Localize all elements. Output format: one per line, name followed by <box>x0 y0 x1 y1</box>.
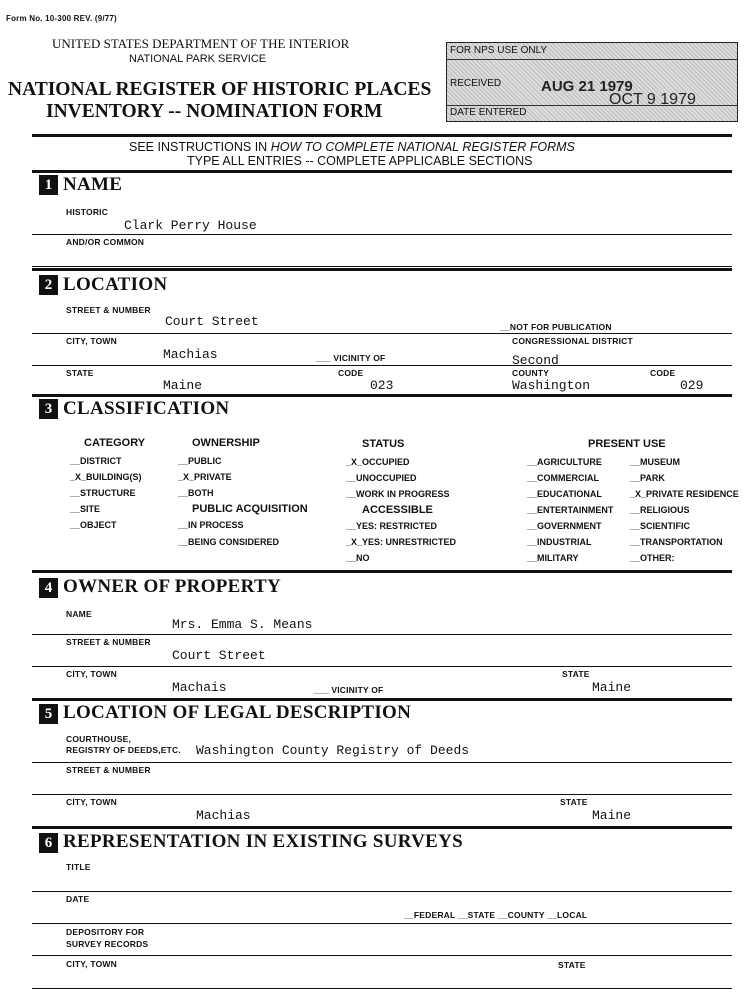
instructions-line2: TYPE ALL ENTRIES -- COMPLETE APPLICABLE SECTIONS <box>187 154 533 168</box>
received-stamp: AUG 21 1979 <box>541 78 633 95</box>
owner-street-label: STREET & NUMBER <box>66 637 151 647</box>
ownership-both: __BOTH <box>178 488 214 498</box>
congressional-district-label: CONGRESSIONAL DISTRICT <box>512 336 633 346</box>
location-state-value: Maine <box>163 378 203 393</box>
county-code-label: CODE <box>650 368 676 378</box>
use-other: __OTHER: <box>630 553 675 563</box>
section-4-number: 4 <box>39 578 58 598</box>
category-header: CATEGORY <box>84 437 146 449</box>
ownership-private: _X_PRIVATE <box>178 472 232 482</box>
owner-name-value: Mrs. Emma S. Means <box>172 617 313 632</box>
service-name: NATIONAL PARK SERVICE <box>129 53 267 65</box>
survey-level-options: __FEDERAL __STATE __COUNTY __LOCAL <box>404 910 588 920</box>
section-5-number: 5 <box>39 704 58 724</box>
legal-state-value: Maine <box>592 808 632 823</box>
public-acquisition-header: PUBLIC ACQUISITION <box>192 503 308 515</box>
received-label: RECEIVED <box>450 78 502 89</box>
section-3-title: CLASSIFICATION <box>63 398 230 419</box>
use-agriculture: __AGRICULTURE <box>527 457 602 467</box>
category-district: __DISTRICT <box>70 456 122 466</box>
form-title-line1: NATIONAL REGISTER OF HISTORIC PLACES <box>8 79 432 100</box>
location-street-value: Court Street <box>165 314 259 329</box>
status-occupied: _X_OCCUPIED <box>346 457 410 467</box>
accessible-unrestricted: _X_YES: UNRESTRICTED <box>346 537 457 547</box>
nps-use-label: FOR NPS USE ONLY <box>450 45 548 56</box>
survey-title-label: TITLE <box>66 862 91 872</box>
use-commercial: __COMMERCIAL <box>527 473 600 483</box>
use-religious: __RELIGIOUS <box>630 505 690 515</box>
location-street-label: STREET & NUMBER <box>66 305 151 315</box>
location-city-label: CITY, TOWN <box>66 336 117 346</box>
location-state-label: STATE <box>66 368 94 378</box>
congressional-district-value: Second <box>512 353 559 368</box>
county-code-value: 029 <box>680 378 704 393</box>
survey-city-label: CITY, TOWN <box>66 959 117 969</box>
owner-state-value: Maine <box>592 680 632 695</box>
category-buildings: _X_BUILDING(S) <box>70 472 142 482</box>
acquisition-being-considered: __BEING CONSIDERED <box>178 537 280 547</box>
accessible-no: __NO <box>346 553 370 563</box>
owner-city-label: CITY, TOWN <box>66 669 117 679</box>
use-scientific: __SCIENTIFIC <box>630 521 691 531</box>
legal-state-label: STATE <box>560 797 588 807</box>
section-5-title: LOCATION OF LEGAL DESCRIPTION <box>63 702 412 723</box>
courthouse-value: Washington County Registry of Deeds <box>196 743 470 758</box>
owner-state-label: STATE <box>562 669 590 679</box>
section-3-number: 3 <box>39 399 58 419</box>
use-transportation: __TRANSPORTATION <box>630 537 723 547</box>
depository-label: DEPOSITORY FOR <box>66 927 145 937</box>
status-header: STATUS <box>362 438 405 450</box>
use-government: __GOVERNMENT <box>527 521 602 531</box>
present-use-header: PRESENT USE <box>588 438 666 450</box>
nps-use-box <box>446 42 738 122</box>
county-value: Washington <box>512 378 591 393</box>
use-park: __PARK <box>630 473 665 483</box>
ownership-public: __PUBLIC <box>178 456 222 466</box>
survey-state-label: STATE <box>558 960 586 970</box>
section-2-number: 2 <box>39 275 58 295</box>
category-structure: __STRUCTURE <box>70 488 136 498</box>
section-2-title: LOCATION <box>63 274 168 295</box>
common-name-label: AND/OR COMMON <box>66 237 145 247</box>
registry-label: REGISTRY OF DEEDS,ETC. <box>66 745 181 755</box>
accessible-restricted: __YES: RESTRICTED <box>346 521 438 531</box>
county-label: COUNTY <box>512 368 550 378</box>
use-entertainment: __ENTERTAINMENT <box>527 505 614 515</box>
acquisition-in-process: __IN PROCESS <box>178 520 244 530</box>
header-divider <box>32 134 732 137</box>
date-entered-stamp: OCT 9 1979 <box>609 91 696 108</box>
use-private-residence: _X_PRIVATE RESIDENCE <box>630 489 739 499</box>
section-1-number: 1 <box>39 175 58 195</box>
historic-label: HISTORIC <box>66 207 109 217</box>
ownership-header: OWNERSHIP <box>192 437 260 449</box>
state-code-value: 023 <box>370 378 394 393</box>
section-1-title: NAME <box>63 174 123 195</box>
survey-date-label: DATE <box>66 894 90 904</box>
legal-city-value: Machias <box>196 808 251 823</box>
date-entered-label: DATE ENTERED <box>450 107 527 118</box>
use-educational: __EDUCATIONAL <box>527 489 602 499</box>
courthouse-label: COURTHOUSE, <box>66 734 132 744</box>
state-code-label: CODE <box>338 368 364 378</box>
not-for-publication: __NOT FOR PUBLICATION <box>500 322 612 332</box>
use-industrial: __INDUSTRIAL <box>527 537 592 547</box>
section-6-number: 6 <box>39 833 58 853</box>
department-name: UNITED STATES DEPARTMENT OF THE INTERIOR <box>52 36 350 51</box>
use-museum: __MUSEUM <box>630 457 681 467</box>
historic-name-value: Clark Perry House <box>124 218 257 233</box>
legal-street-label: STREET & NUMBER <box>66 765 151 775</box>
status-work-in-progress: __WORK IN PROGRESS <box>346 489 450 499</box>
survey-records-label: SURVEY RECORDS <box>66 939 149 949</box>
category-site: __SITE <box>70 504 101 514</box>
instructions-line1: SEE INSTRUCTIONS IN HOW TO COMPLETE NATIONAL REGISTER FORMS <box>129 140 575 154</box>
status-unoccupied: __UNOCCUPIED <box>346 473 417 483</box>
owner-name-label: NAME <box>66 609 92 619</box>
owner-city-value: Machais <box>172 680 227 695</box>
section-6-title: REPRESENTATION IN EXISTING SURVEYS <box>63 831 464 852</box>
section-4-title: OWNER OF PROPERTY <box>63 576 282 597</box>
owner-vicinity: ___ VICINITY OF <box>314 685 384 695</box>
location-vicinity: ___ VICINITY OF <box>316 353 386 363</box>
accessible-header: ACCESSIBLE <box>362 504 433 516</box>
form-number: Form No. 10-300 REV. (9/77) <box>6 14 117 23</box>
use-military: __MILITARY <box>527 553 579 563</box>
location-city-value: Machias <box>163 347 218 362</box>
owner-street-value: Court Street <box>172 648 266 663</box>
legal-city-label: CITY, TOWN <box>66 797 117 807</box>
category-object: __OBJECT <box>70 520 117 530</box>
form-title-line2: INVENTORY -- NOMINATION FORM <box>46 101 383 122</box>
